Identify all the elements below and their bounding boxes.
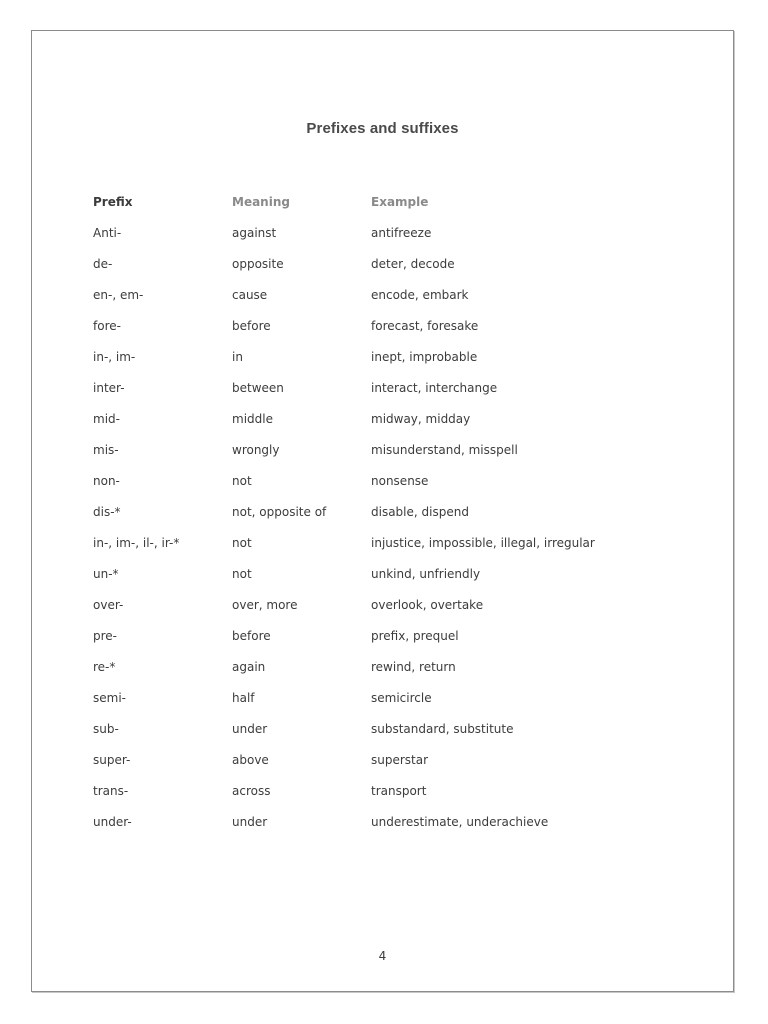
meaning-cell: before [232,318,271,333]
prefix-cell: in-, im- [93,349,136,364]
table-row [93,620,693,651]
meaning-cell: under [232,814,268,829]
prefix-cell: pre- [93,628,117,643]
example-cell: misunderstand, misspell [371,442,518,457]
table-row [93,248,693,279]
table-row [93,403,693,434]
prefix-cell: over- [93,597,124,612]
example-cell: inept, improbable [371,349,478,364]
meaning-cell: not, opposite of [232,504,327,519]
page-title: Prefixes and suffixes [306,120,459,137]
example-cell: deter, decode [371,256,455,271]
prefix-cell: un-* [93,566,119,581]
table-row [93,310,693,341]
prefix-cell: inter- [93,380,125,395]
prefix-cell: sub- [93,721,119,736]
table-row [93,558,693,589]
header-prefix: Prefix [93,194,133,209]
header-example: Example [371,194,429,209]
example-cell: transport [371,783,427,798]
meaning-cell: across [232,783,271,798]
table-row [93,682,693,713]
meaning-cell: middle [232,411,273,426]
prefix-cell: fore- [93,318,121,333]
prefix-cell: under- [93,814,132,829]
table-row [93,279,693,310]
example-cell: encode, embark [371,287,469,302]
table-body [93,217,693,837]
meaning-cell: against [232,225,277,240]
example-cell: underestimate, underachieve [371,814,549,829]
page-number: 4 [378,949,387,963]
prefix-cell: super- [93,752,131,767]
example-cell: semicircle [371,690,432,705]
meaning-cell: under [232,721,268,736]
meaning-cell: half [232,690,255,705]
prefix-cell: mid- [93,411,120,426]
prefix-cell: semi- [93,690,126,705]
prefix-table [93,186,693,837]
example-cell: disable, dispend [371,504,469,519]
table-row [93,527,693,558]
example-cell: superstar [371,752,429,767]
prefix-cell: trans- [93,783,129,798]
table-row [93,651,693,682]
example-cell: substandard, substitute [371,721,514,736]
meaning-cell: in [232,349,243,364]
meaning-cell: wrongly [232,442,280,457]
header-meaning: Meaning [232,194,290,209]
example-cell: injustice, impossible, illegal, irregular [371,535,595,550]
table-row [93,713,693,744]
prefix-cell: re-* [93,659,116,674]
prefix-cell: de- [93,256,113,271]
table-row [93,589,693,620]
meaning-cell: not [232,566,252,581]
example-cell: prefix, prequel [371,628,459,643]
example-cell: overlook, overtake [371,597,484,612]
meaning-cell: again [232,659,266,674]
prefix-cell: in-, im-, il-, ir-* [93,535,180,550]
example-cell: unkind, unfriendly [371,566,481,581]
table-row [93,341,693,372]
table-row [93,372,693,403]
example-cell: rewind, return [371,659,456,674]
example-cell: midway, midday [371,411,471,426]
prefix-cell: dis-* [93,504,121,519]
meaning-cell: between [232,380,284,395]
table-row [93,775,693,806]
meaning-cell: before [232,628,271,643]
example-cell: nonsense [371,473,429,488]
table-row [93,496,693,527]
table-row [93,434,693,465]
document-page [31,30,734,992]
meaning-cell: not [232,535,252,550]
table-header-row [93,186,693,217]
meaning-cell: over, more [232,597,298,612]
meaning-cell: cause [232,287,268,302]
prefix-cell: Anti- [93,225,122,240]
meaning-cell: opposite [232,256,284,271]
table-row [93,806,693,837]
meaning-cell: not [232,473,252,488]
prefix-cell: mis- [93,442,119,457]
table-row [93,217,693,248]
meaning-cell: above [232,752,269,767]
table-row [93,744,693,775]
example-cell: interact, interchange [371,380,498,395]
example-cell: antifreeze [371,225,432,240]
prefix-cell: non- [93,473,120,488]
example-cell: forecast, foresake [371,318,479,333]
table-row [93,465,693,496]
prefix-cell: en-, em- [93,287,144,302]
